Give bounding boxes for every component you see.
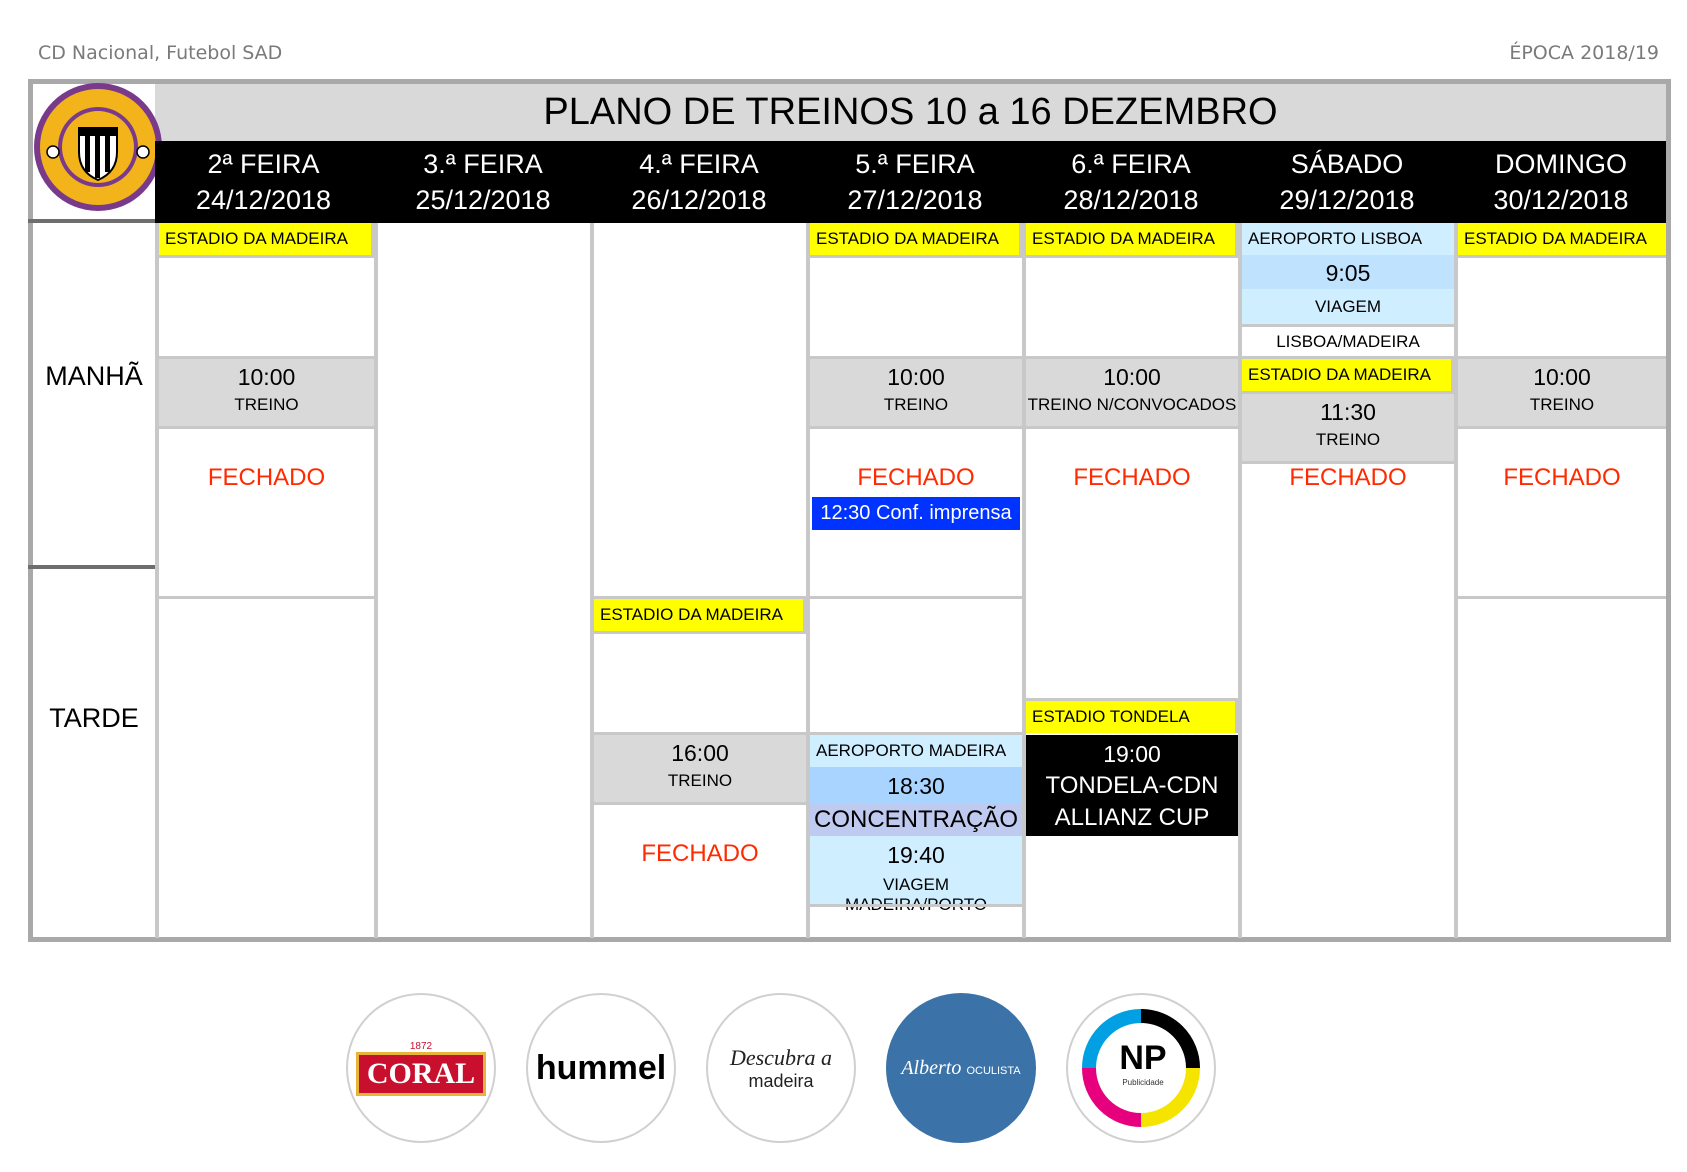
col-divider <box>590 223 594 938</box>
thu-session: 10:00 TREINO <box>810 359 1022 426</box>
thu-concentration: CONCENTRAÇÃO <box>810 803 1022 836</box>
day-header-fri: 6.ª FEIRA 28/12/2018 <box>1024 141 1238 223</box>
wed-divider <box>594 596 806 599</box>
mon-venue: ESTADIO DA MADEIRA <box>159 223 374 255</box>
thu-divider <box>810 426 1022 429</box>
page-title: PLANO DE TREINOS 10 a 16 DEZEMBRO <box>155 84 1666 141</box>
thu-divider <box>810 255 1022 258</box>
sponsor-alberto-oculista: Alberto OCULISTA <box>886 993 1036 1143</box>
sat-departure-time: 9:05 <box>1242 255 1454 289</box>
sponsor-visit-madeira: Descubra a madeira <box>706 993 856 1143</box>
thu-travel: 19:40 VIAGEM <box>810 836 1022 904</box>
day-header-thu: 5.ª FEIRA 27/12/2018 <box>808 141 1022 223</box>
wed-status: FECHADO <box>641 840 759 867</box>
thu-divider <box>810 904 1022 907</box>
thu-airport: AEROPORTO MADEIRA <box>810 735 1022 767</box>
fri-venue: ESTADIO DA MADEIRA <box>1026 223 1238 255</box>
sat-divider <box>1242 324 1454 327</box>
col-divider <box>155 223 159 938</box>
club-name: CD Nacional, Futebol SAD <box>38 42 283 64</box>
mon-divider <box>159 255 374 258</box>
sponsor-hummel: hummel <box>526 993 676 1143</box>
sat-venue: ESTADIO DA MADEIRA <box>1242 359 1454 391</box>
wed-session: 16:00 TREINO <box>594 735 806 802</box>
col-divider <box>1454 223 1458 938</box>
day-header-wed: 4.ª FEIRA 26/12/2018 <box>592 141 806 223</box>
morning-separator-top <box>28 219 158 223</box>
col-divider <box>374 223 378 938</box>
day-header-mon: 2ª FEIRA 24/12/2018 <box>155 141 372 223</box>
sat-airport: AEROPORTO LISBOA <box>1242 223 1454 255</box>
wed-venue: ESTADIO DA MADEIRA <box>594 599 806 631</box>
day-header-sun: DOMINGO 30/12/2018 <box>1456 141 1666 223</box>
mon-divider <box>159 596 374 599</box>
fri-divider <box>1026 426 1238 429</box>
morning-afternoon-separator <box>28 565 158 569</box>
sun-status: FECHADO <box>1503 464 1621 491</box>
sat-status: FECHADO <box>1289 464 1407 491</box>
sponsor-coral: 1872 CORAL <box>346 993 496 1143</box>
mon-divider <box>159 426 374 429</box>
fri-status: FECHADO <box>1073 464 1191 491</box>
thu-status: FECHADO <box>857 464 975 491</box>
mon-session: 10:00 TREINO <box>159 359 374 426</box>
sun-venue: ESTADIO DA MADEIRA <box>1458 223 1666 255</box>
thu-concentration-time: 18:30 <box>810 767 1022 803</box>
day-header-tue: 3.ª FEIRA 25/12/2018 <box>376 141 590 223</box>
club-logo <box>31 80 166 215</box>
sun-divider <box>1458 255 1666 258</box>
period-afternoon: TARDE <box>49 703 139 733</box>
sponsor-np-publicidade: NP Publicidade <box>1066 993 1216 1143</box>
mon-status: FECHADO <box>207 464 326 491</box>
col-divider <box>1238 223 1242 938</box>
fri-venue-away: ESTADIO TONDELA <box>1026 701 1238 733</box>
fri-session: 10:00 TREINO N/CONVOCADOS <box>1026 359 1238 426</box>
thu-press-conference: 12:30 Conf. imprensa <box>812 497 1020 530</box>
period-morning: MANHÃ <box>45 361 143 391</box>
sun-session: 10:00 TREINO <box>1458 359 1666 426</box>
wed-divider <box>594 802 806 805</box>
sat-session: 11:30 TREINO <box>1242 394 1454 461</box>
sun-divider <box>1458 426 1666 429</box>
sun-divider <box>1458 596 1666 599</box>
thu-venue: ESTADIO DA MADEIRA <box>810 223 1022 255</box>
day-header-sat: SÁBADO 29/12/2018 <box>1240 141 1454 223</box>
fri-divider <box>1026 255 1238 258</box>
season-label: ÉPOCA 2018/19 <box>1509 42 1659 64</box>
thu-divider <box>810 596 1022 599</box>
sat-travel: VIAGEM LISBOA/MADEIRA <box>1242 289 1454 324</box>
fri-match: 19:00 TONDELA-CDN ALLIANZ CUP <box>1026 735 1238 836</box>
wed-divider <box>594 631 806 634</box>
